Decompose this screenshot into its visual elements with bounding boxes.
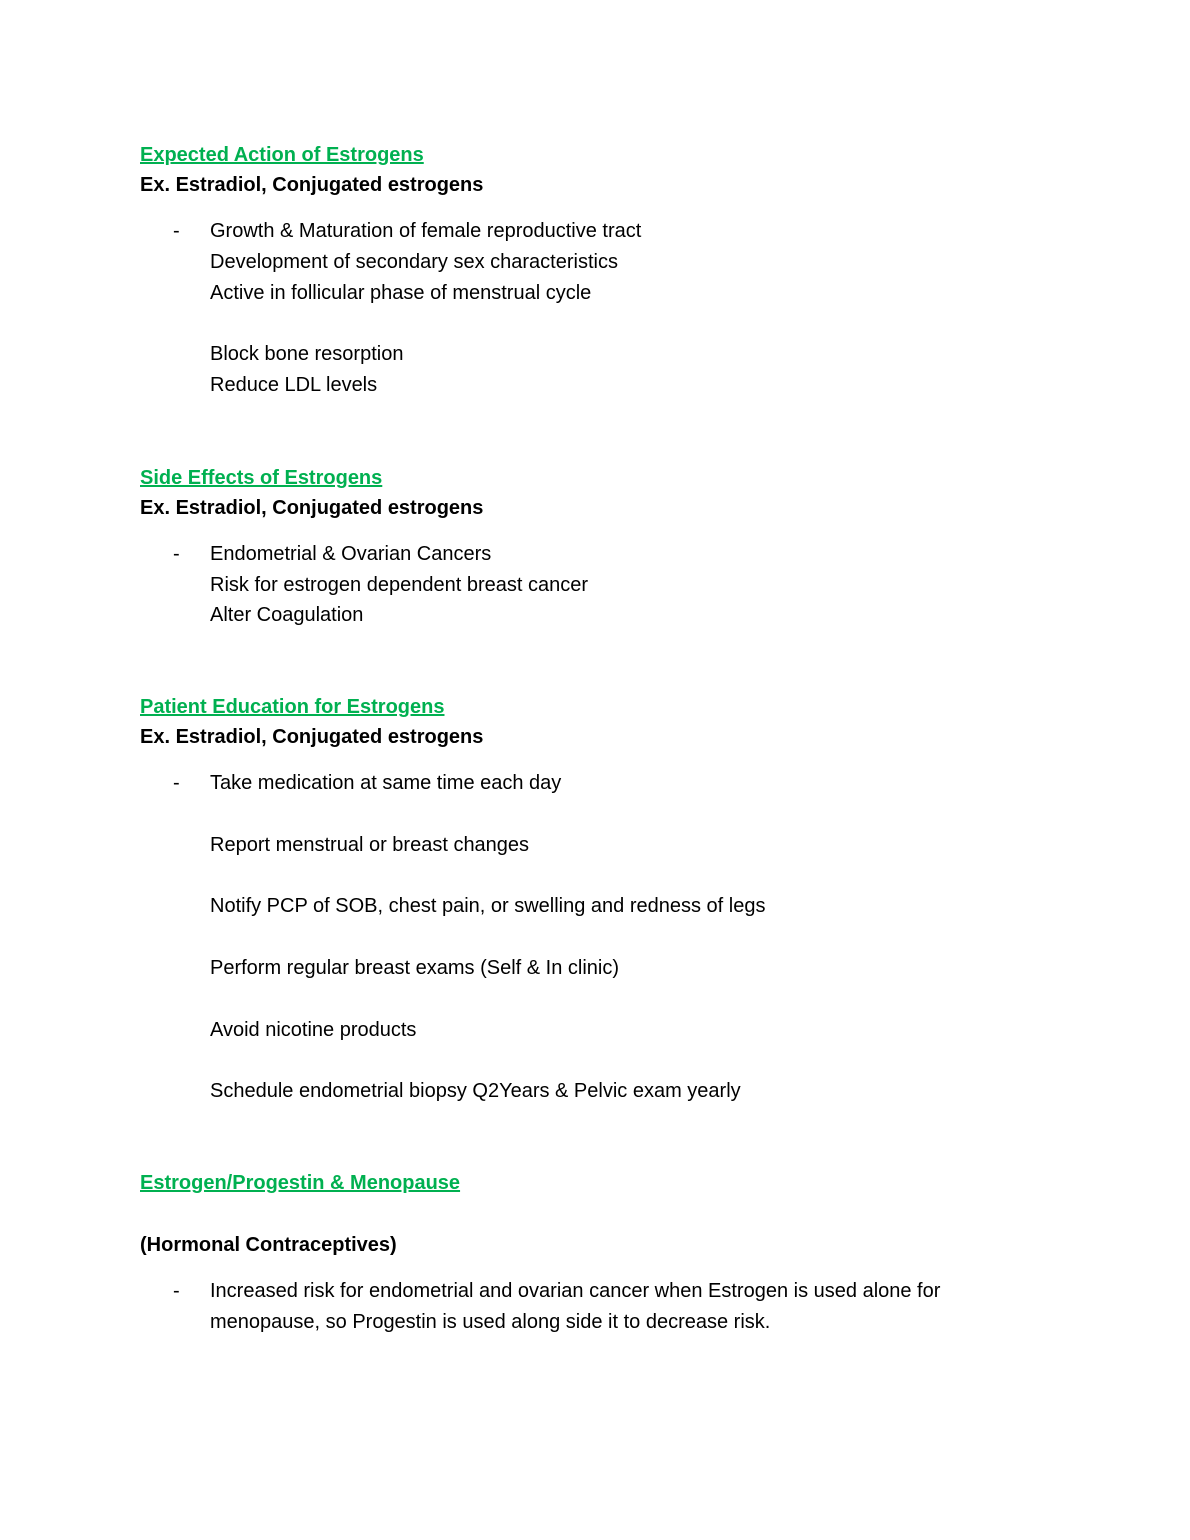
section-patient-education	[140, 692, 1040, 1107]
dash-bullet: -	[173, 772, 180, 795]
list-item: Schedule endometrial biopsy Q2Years & Pelvic exam yearly	[210, 1080, 741, 1103]
blank-line	[210, 1045, 1040, 1076]
list-item: Perform regular breast exams (Self & In clinic)	[210, 956, 620, 979]
document-page	[140, 140, 1040, 1338]
list-item: Endometrial & Ovarian Cancers	[210, 542, 492, 565]
bullet-list	[140, 216, 1040, 401]
bullet-list	[140, 1276, 1040, 1338]
list-item: Growth & Maturation of female reproductive tract	[210, 220, 642, 242]
list-item: Report menstrual or breast changes	[210, 833, 530, 856]
blank-line	[210, 308, 1040, 339]
section-subheading: Ex. Estradiol, Conjugated estrogens	[140, 726, 484, 749]
blank-line	[210, 799, 1040, 830]
section-heading: Expected Action of Estrogens	[140, 144, 424, 166]
section-estrogen-progestin-menopause	[140, 1168, 1040, 1338]
list-item: Take medication at same time each day	[210, 772, 562, 795]
list-item: Reduce LDL levels	[210, 373, 378, 396]
list-item: Development of secondary sex characteristics	[210, 250, 618, 273]
blank-line	[210, 922, 1040, 953]
section-heading: Estrogen/Progestin & Menopause	[140, 1171, 461, 1194]
section-heading: Side Effects of Estrogens	[140, 466, 383, 489]
section-subheading: (Hormonal Contraceptives)	[140, 1233, 397, 1256]
list-item: Increased risk for endometrial and ovarian cancer when Estrogen is used alone for	[210, 1279, 941, 1302]
list-item: Notify PCP of SOB, chest pain, or swelling and redness of legs	[210, 895, 766, 918]
bullet-list	[140, 768, 1040, 1107]
dash-bullet: -	[173, 542, 180, 565]
blank-line	[210, 861, 1040, 892]
list-item: Avoid nicotine products	[210, 1018, 417, 1041]
section-side-effects	[140, 463, 1040, 631]
section-subheading: Ex. Estradiol, Conjugated estrogens	[140, 496, 484, 519]
section-expected-action	[140, 140, 1040, 401]
list-item: menopause, so Progestin is used along side it to decrease risk.	[210, 1310, 771, 1333]
list-item: Risk for estrogen dependent breast cancer	[210, 573, 588, 596]
list-item: Alter Coagulation	[210, 604, 364, 627]
list-item: Active in follicular phase of menstrual cycle	[210, 281, 592, 304]
section-subheading: Ex. Estradiol, Conjugated estrogens	[140, 174, 484, 196]
blank-line	[210, 984, 1040, 1015]
dash-bullet: -	[173, 220, 180, 242]
list-item: Block bone resorption	[210, 343, 404, 366]
dash-bullet: -	[173, 1279, 180, 1302]
bullet-list	[140, 539, 1040, 631]
section-heading: Patient Education for Estrogens	[140, 696, 445, 719]
